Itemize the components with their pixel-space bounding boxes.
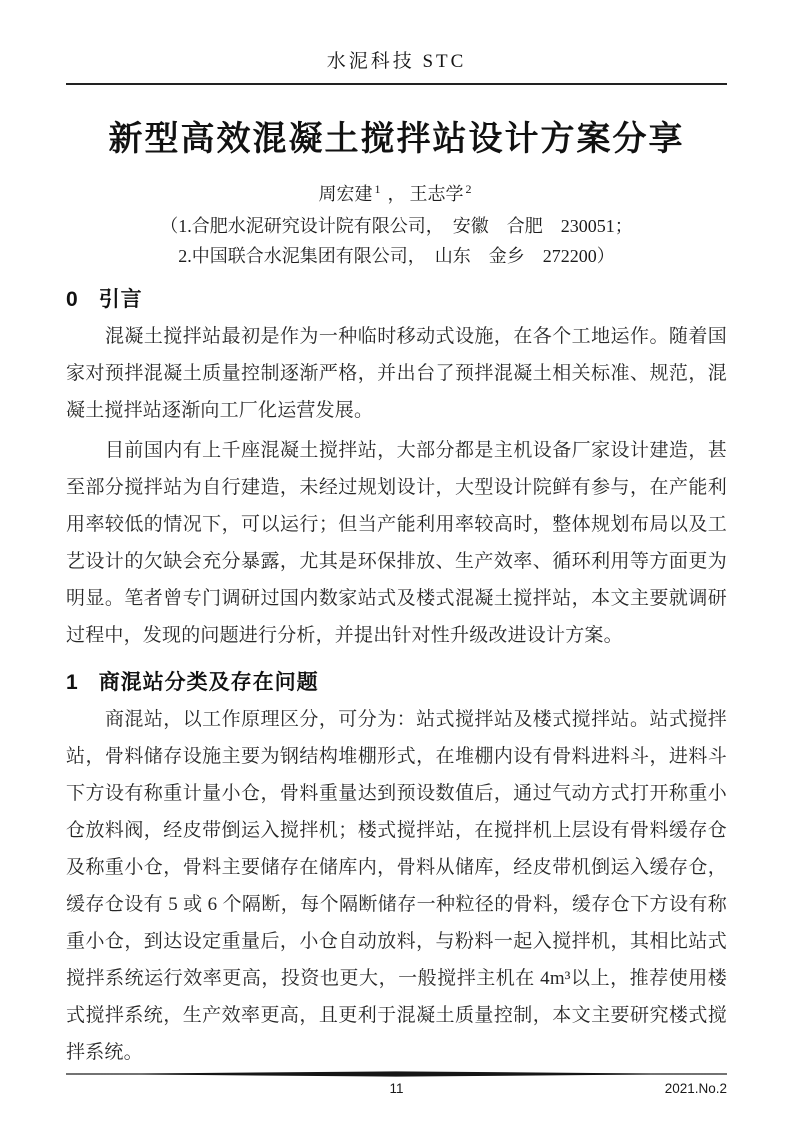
section-number: 1 bbox=[66, 671, 79, 694]
journal-header bbox=[0, 0, 793, 73]
author-superscript-2: 2 bbox=[465, 182, 472, 196]
paragraph: 商混站，以工作原理区分，可分为：站式搅拌站及楼式搅拌站。站式搅拌站，骨料储存设施主要为钢结构堆棚形式，在堆棚内设有骨料进料斗，进料斗下方设有称重计量小仓，骨料重量达到预设数值后，通过气动方式打开称重小仓放料阀，经皮带倒运入搅拌机；楼式搅拌站，在搅拌机上层设有骨料缓存仓及称重小仓，骨料主要储存在储库内，骨料从储库，经皮带机倒运入缓存仓，缓存仓设有 5 或 6 个隔断，每个隔断储存一种粒径的骨料，缓存仓下方设有称重小仓，到达设定重量后，小仓自动放料，与粉料一起入搅拌机，其相比站式搅拌系统运行效率更高，投资也更大，一般搅拌主机在 4m³以上，推荐使用楼式搅拌系统，生产效率更高，且更利于混凝土质量控制，本文主要研究楼式搅拌系统。 bbox=[66, 709, 727, 1063]
issue-label: 2021.No.2 bbox=[664, 1081, 727, 1096]
affiliation-block bbox=[0, 211, 793, 271]
article-body bbox=[0, 271, 793, 1071]
paragraph: 混凝土搅拌站最初是作为一种临时移动式设施，在各个工地运作。随着国家对预拌混凝土质量控制逐渐严格，并出台了预拌混凝土相关标准、规范，混凝土搅拌站逐渐向工厂化运营发展。 bbox=[66, 326, 727, 421]
section-title: 商混站分类及存在问题 bbox=[98, 671, 319, 694]
author-line bbox=[0, 180, 793, 206]
article-title: 新型高效混凝土搅拌站设计方案分享 bbox=[108, 120, 685, 158]
section-heading-1 bbox=[66, 668, 727, 698]
page-number: 11 bbox=[389, 1081, 404, 1096]
author-name-1: 周宏建 bbox=[318, 184, 373, 204]
header-rule bbox=[66, 83, 727, 85]
section-number: 0 bbox=[66, 288, 79, 311]
journal-name: 水泥科技 STC bbox=[326, 51, 467, 72]
author-separator: ， bbox=[387, 184, 406, 204]
author-name-2: 王志学 bbox=[409, 184, 464, 204]
affiliation-line-1: （1.合肥水泥研究设计院有限公司， 安徽 合肥 230051； bbox=[160, 216, 633, 236]
page-footer bbox=[0, 1071, 793, 1122]
affiliation-line-2: 2.中国联合水泥集团有限公司， 山东 金乡 272200） bbox=[178, 246, 615, 266]
footer-tapered-rule bbox=[66, 1071, 727, 1077]
footer-row bbox=[66, 1080, 727, 1098]
section-title: 引言 bbox=[98, 288, 143, 311]
author-superscript-1: 1 bbox=[374, 182, 381, 196]
section-heading-0 bbox=[66, 285, 727, 315]
paragraph: 目前国内有上千座混凝土搅拌站，大部分都是主机设备厂家设计建造，甚至部分搅拌站为自行建造，未经过规划设计，大型设计院鲜有参与，在产能利用率较低的情况下，可以运行；但当产能利用率较高时，整体规划布局以及工艺设计的欠缺会充分暴露，尤其是环保排放、生产效率、循环利用等方面更为明显。笔者曾专门调研过国内数家站式及楼式混凝土搅拌站，本文主要就调研过程中，发现的问题进行分析，并提出针对性升级改进设计方案。 bbox=[66, 440, 727, 646]
